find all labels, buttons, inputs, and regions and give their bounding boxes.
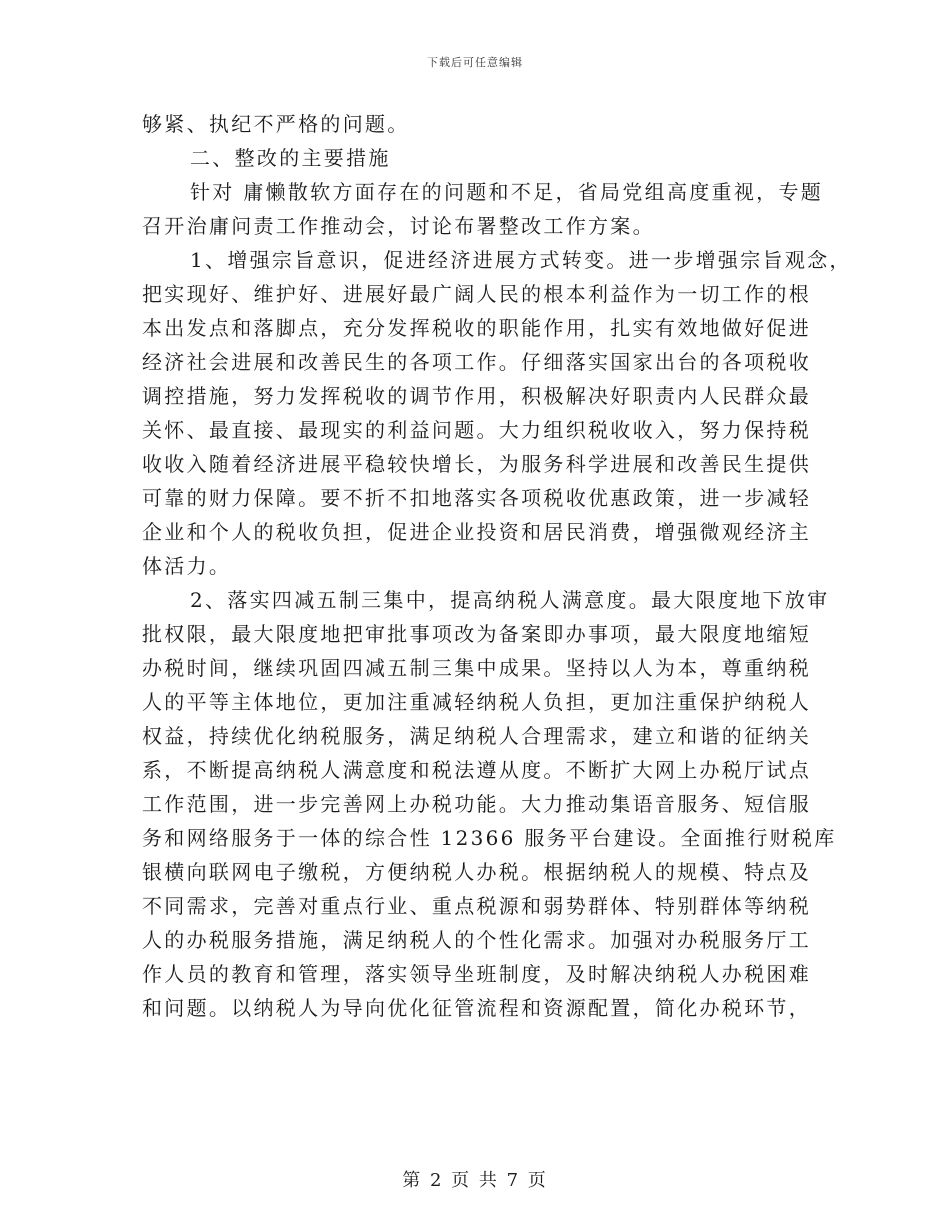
body-line: 工作范围，进一步完善网上办税功能。大力推动集语音服务、短信服 bbox=[142, 792, 811, 816]
page-footer bbox=[0, 1166, 950, 1192]
body-line: 召开治庸问责工作推动会，讨论布署整改工作方案。 bbox=[142, 214, 655, 238]
body-line: 作人员的教育和管理，落实领导坐班制度，及时解决纳税人办税困难 bbox=[142, 962, 811, 986]
body-line: 经济社会进展和改善民生的各项工作。仔细落实国家出台的各项税收 bbox=[142, 350, 811, 374]
body-line: 不同需求，完善对重点行业、重点税源和弱势群体、特别群体等纳税 bbox=[142, 894, 811, 918]
body-line: 银横向联网电子缴税，方便纳税人办税。根据纳税人的规模、特点及 bbox=[142, 860, 811, 884]
body-line: 够紧、执纪不严格的问题。 bbox=[142, 112, 410, 136]
page-header-note: 下载后可任意编辑 bbox=[427, 56, 523, 69]
body-line: 把实现好、维护好、进展好最广阔人民的根本利益作为一切工作的根 bbox=[142, 282, 811, 306]
body-line: 和问题。以纳税人为导向优化征管流程和资源配置，简化办税环节， bbox=[142, 996, 811, 1020]
body-line: 收收入随着经济进展平稳较快增长，为服务科学进展和改善民生提供 bbox=[142, 452, 811, 476]
body-line: 针对 庸懒散软方面存在的问题和不足，省局党组高度重视，专题 bbox=[190, 180, 824, 204]
body-line: 可靠的财力保障。要不折不扣地落实各项税收优惠政策，进一步减轻 bbox=[142, 486, 811, 510]
body-line: 本出发点和落脚点，充分发挥税收的职能作用，扎实有效地做好促进 bbox=[142, 316, 811, 340]
body-line: 人的平等主体地位，更加注重减轻纳税人负担，更加注重保护纳税人 bbox=[142, 690, 811, 714]
body-line: 体活力。 bbox=[142, 554, 232, 578]
body-line: 权益，持续优化纳税服务，满足纳税人合理需求，建立和谐的征纳关 bbox=[142, 724, 811, 748]
body-line: 2、落实四减五制三集中，提高纳税人满意度。最大限度地下放审 bbox=[190, 588, 830, 612]
body-line: 1、增强宗旨意识，促进经济进展方式转变。进一步增强宗旨观念， bbox=[190, 248, 852, 272]
body-line: 办税时间，继续巩固四减五制三集中成果。坚持以人为本，尊重纳税 bbox=[142, 656, 811, 680]
body-line: 关怀、最直接、最现实的利益问题。大力组织税收收入，努力保持税 bbox=[142, 418, 811, 442]
page-number-label: 第 2 页 共 7 页 bbox=[402, 1170, 548, 1191]
body-line: 企业和个人的税收负担，促进企业投资和居民消费，增强微观经济主 bbox=[142, 520, 811, 544]
body-line: 人的办税服务措施，满足纳税人的个性化需求。加强对办税服务厅工 bbox=[142, 928, 811, 952]
section-heading: 二、整改的主要措施 bbox=[190, 146, 391, 170]
body-line: 务和网络服务于一体的综合性 12366 服务平台建设。全面推行财税库 bbox=[142, 826, 837, 850]
document-body bbox=[142, 107, 852, 1025]
body-line: 调控措施，努力发挥税收的调节作用，积极解决好职责内人民群众最 bbox=[142, 384, 811, 408]
body-line: 批权限，最大限度地把审批事项改为备案即办事项，最大限度地缩短 bbox=[142, 622, 811, 646]
body-line: 系，不断提高纳税人满意度和税法遵从度。不断扩大网上办税厅试点 bbox=[142, 758, 811, 782]
